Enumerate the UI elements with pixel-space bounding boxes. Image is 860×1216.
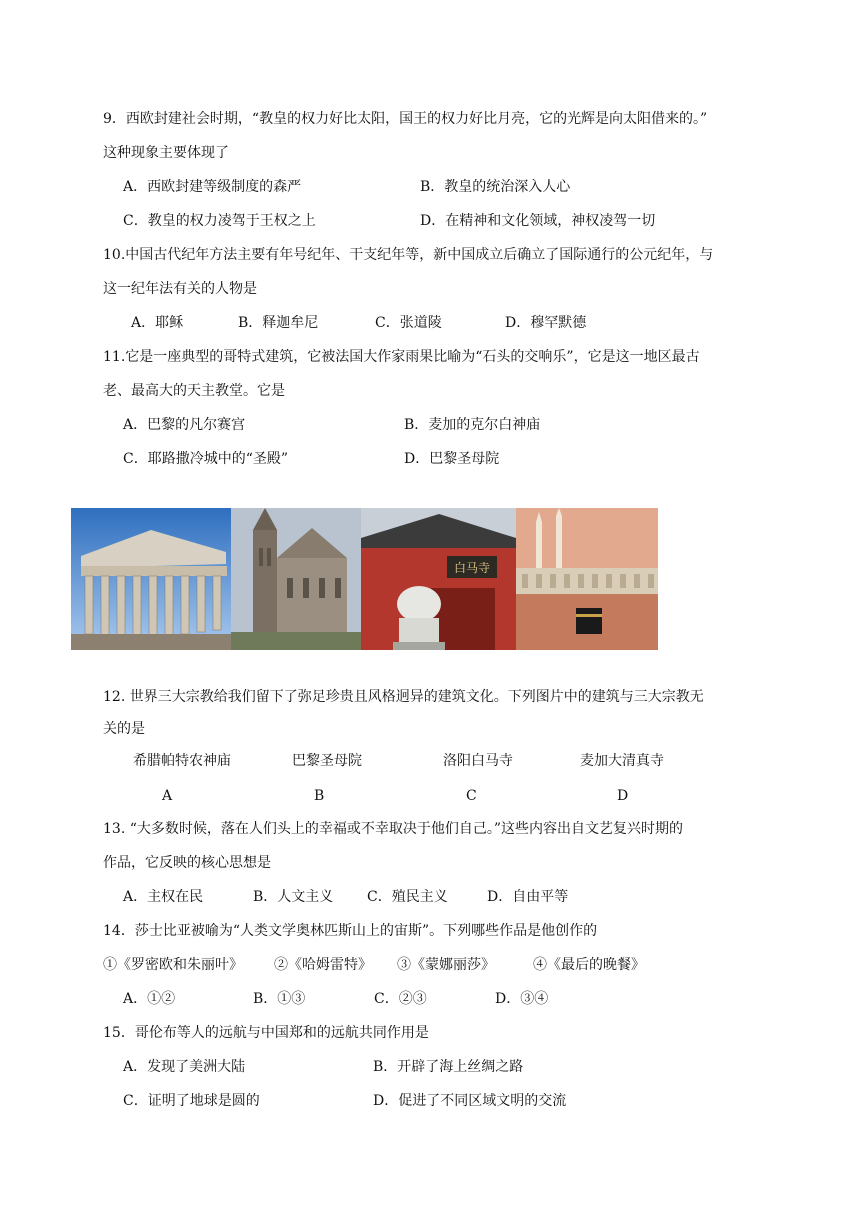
photo-parthenon xyxy=(71,508,231,650)
q10-stem-line2: 这一纪年法有关的人物是 xyxy=(103,281,257,297)
q12-stem-line2: 关的是 xyxy=(103,721,145,737)
q12-caption-d: 麦加大清真寺 xyxy=(580,753,664,769)
q12-letter-d: D xyxy=(617,788,629,804)
q11-option-b: B．麦加的克尔白神庙 xyxy=(404,417,541,433)
q12-letter-c: C xyxy=(466,788,477,804)
q15-option-a: A．发现了美洲大陆 xyxy=(123,1059,246,1075)
q12-stem-line1: 12. 世界三大宗教给我们留下了弥足珍贵且风格迥异的建筑文化。下列图片中的建筑与三大宗教无 xyxy=(103,689,704,705)
q12-letter-b: B xyxy=(314,788,325,804)
photo-white-horse-temple xyxy=(361,508,516,650)
q12-letter-a: A xyxy=(162,788,173,804)
q15-stem-line1: 15．哥伦布等人的远航与中国郑和的远航共同作用是 xyxy=(103,1025,429,1041)
q13-option-c: C．殖民主义 xyxy=(367,889,448,905)
q10-option-c: C．张道陵 xyxy=(375,315,442,331)
q9-stem-line1: 9．西欧封建社会时期，“教皇的权力好比太阳，国王的权力好比月亮，它的光辉是向太阳借来的。” xyxy=(103,111,708,127)
q10-stem-line1: 10.中国古代纪年方法主要有年号纪年、干支纪年等，新中国成立后确立了国际通行的公元纪年，与 xyxy=(103,247,714,263)
q9-option-a: A．西欧封建等级制度的森严 xyxy=(123,179,302,195)
q11-stem-line1: 11.它是一座典型的哥特式建筑，它被法国大作家雨果比喻为“石头的交响乐”，它是这一地区最古 xyxy=(103,349,700,365)
architecture-photos xyxy=(71,508,658,650)
q10-option-b: B．释迦牟尼 xyxy=(238,315,319,331)
q14-work-4: ④《最后的晚餐》 xyxy=(533,957,645,973)
q14-option-d: D．③④ xyxy=(495,991,549,1007)
q14-stem-line1: 14．莎士比亚被喻为“人类文学奥林匹斯山上的宙斯”。下列哪些作品是他创作的 xyxy=(103,923,598,939)
q15-option-c: C．证明了地球是圆的 xyxy=(123,1093,260,1109)
q11-option-d: D．巴黎圣母院 xyxy=(404,451,500,467)
q13-option-b: B．人文主义 xyxy=(253,889,334,905)
q11-option-c: C．耶路撒冷城中的“圣殿” xyxy=(123,451,289,467)
q9-option-c: C．教皇的权力凌驾于王权之上 xyxy=(123,213,316,229)
q14-work-2: ②《哈姆雷特》 xyxy=(274,957,372,973)
temple-plaque-text: 白马寺 xyxy=(453,561,491,575)
q13-stem-line1: 13. “大多数时候，落在人们头上的幸福或不幸取决于他们自己。”这些内容出自文艺复兴时期的 xyxy=(103,821,684,837)
photo-mecca-mosque xyxy=(516,508,658,650)
q14-option-b: B．①③ xyxy=(253,991,306,1007)
photo-notre-dame xyxy=(231,508,361,650)
q13-option-d: D．自由平等 xyxy=(487,889,569,905)
q14-option-c: C．②③ xyxy=(374,991,427,1007)
q11-option-a: A．巴黎的凡尔赛宫 xyxy=(123,417,246,433)
q13-stem-line2: 作品，它反映的核心思想是 xyxy=(103,855,271,871)
q14-work-1: ①《罗密欧和朱丽叶》 xyxy=(103,957,243,973)
q10-option-a: A．耶稣 xyxy=(131,315,184,331)
q12-caption-c: 洛阳白马寺 xyxy=(443,753,513,769)
q10-option-d: D．穆罕默德 xyxy=(505,315,587,331)
q9-option-d: D．在精神和文化领域，神权凌驾一切 xyxy=(420,213,656,229)
q9-stem-line2: 这种现象主要体现了 xyxy=(103,145,229,161)
q14-work-3: ③《蒙娜丽莎》 xyxy=(397,957,495,973)
q13-option-a: A．主权在民 xyxy=(123,889,204,905)
q12-caption-b: 巴黎圣母院 xyxy=(292,753,362,769)
q15-option-b: B．开辟了海上丝绸之路 xyxy=(373,1059,524,1075)
q11-stem-line2: 老、最高大的天主教堂。它是 xyxy=(103,383,285,399)
q15-option-d: D．促进了不同区域文明的交流 xyxy=(373,1093,567,1109)
q14-option-a: A．①② xyxy=(123,991,176,1007)
q9-option-b: B．教皇的统治深入人心 xyxy=(420,179,571,195)
q12-caption-a: 希腊帕特农神庙 xyxy=(133,753,231,769)
